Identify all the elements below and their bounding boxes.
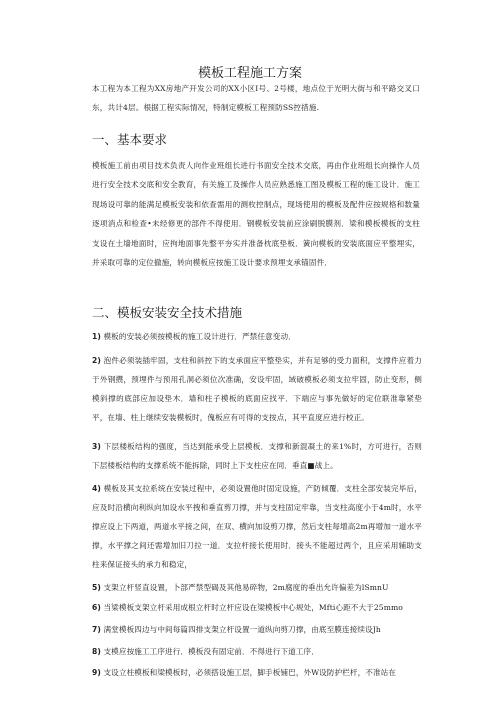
item-text: 支架立杆竖直设置，卜部严禁型碣及其他易碎物，2m腐度的垂出允许偏差为lSmnU — [103, 583, 389, 592]
intro-paragraph: 本工程为本工程为XX房地产开发公司的XX小区Ⅰ号、2号楼，地点位于光明大街与和平路交叉口东，共计4层。根据工程实际情况，特制定模板工程预防SS控措施. — [92, 84, 420, 113]
item-text: 模板及其支拉系统在安装过程中，必须设置他时固定设施，产防倾覆．支柱全部安装完毕后，应及时沿横向利纵向加设水平拽和垂直剪刀撑，并与支柱固定牢靠，当支柱高度小于4m时，水平撑应设上下两道，两道水平接之间，在双、横向加设剪刀撑，然后支柱每增高2m再增加一道水平撑，水平撑之间还需增加旧刀拉一道．支拉杆接长使用时．接头不能超过两个，且应采用辅助支柱来保证接头的承力和稳定， — [92, 484, 422, 569]
item-text: 满堂模板四边与中间每篇四排支架立杆设置一道纵向剪刀撑，由底至膜连接续设Jh — [103, 625, 381, 634]
item-text: 当梁模板支架立杆采用成根立杆时立杆应设在梁模板中心规处，Mfti心距不大于25mmo — [103, 603, 403, 612]
list-item — [92, 642, 422, 661]
section-2-heading: 二、模板安装安全技术措施 — [92, 305, 243, 320]
list-item — [92, 578, 422, 597]
item-number: 4) — [92, 484, 101, 493]
document-title: 模板工程施工方案 — [197, 66, 302, 81]
list-item — [92, 663, 422, 682]
item-number: 6) — [92, 603, 101, 612]
section-1-body: 模板施工前由项目技术负责人向作业班组长进行书面安全技术交底，再由作业班组长向操作人员进行安全技术交底和安全教育，有关施工及操作人员应熟悉施工图及模板工程的施工设计．施工现场设可靠的能满足模板安装和依查需用的测枚控制点，现场使用的模板及配件应按规格和数量逐项消点和检查•未经修更的部件不得使用．钢模板安装前应涂刷脱膜剂．梁和模板模板的支柱支设在土墙地面时，应拘地面事先整平夯实并准备枕底垫板．簧向模板的安装底面应平整埋实，并采取可靠的定位撤施，转向模板应按施工设计要求预埋支承锚固件． — [92, 161, 420, 268]
item-number: 3) — [92, 442, 101, 451]
item-text: 模板的安装必须按模板的施工设计进行．严禁任意变动． — [103, 332, 296, 341]
list-item — [92, 598, 422, 617]
list-item — [92, 620, 422, 639]
item-number: 8) — [92, 647, 101, 656]
section-1-heading: 一、基本要求 — [92, 132, 168, 147]
list-item — [92, 327, 422, 346]
list-item — [92, 479, 422, 574]
list-item — [92, 351, 422, 427]
list-item — [92, 437, 422, 475]
item-number: 5) — [92, 583, 101, 592]
item-number: 2) — [92, 356, 101, 365]
item-number: 1) — [92, 332, 101, 341]
item-number: 9) — [92, 668, 101, 677]
item-text: 支模应按施工工序进行．模板没有固定前．不得进行下道工序． — [103, 647, 319, 656]
item-text: 泡件必须装插牢固，支柱和斜控下的支承面应平整垫实，并有足够的受力面积，支撑件应着力于外钢攒，预埋件与预用孔洞必须位次准确，安设牢固，域破模板必须支拉牢固，防止变形，侧模斜撑的底部应加设垫木．墙和柱子模板的底面应找平．下端应与事先做好的定位联准靠紧垫平，在墙、柱上继续安装模板时，傀板应有可得的支按点，其平直度应进行校正。 — [92, 356, 422, 422]
item-number: 7) — [92, 625, 101, 634]
item-text: 下层楼板结构的强度，当达到能承受上层模板．支撑和新混凝土的来1%时，方可进行，否则下层楼板结构的支撑系统不能拆除，同时上下支柱应在同．垂直■战上。 — [92, 442, 422, 470]
item-text: 支设立柱模板和梁模板时，必须搭设施工层，脚手板铺巴，外W设防护栏杆，不准站在 — [103, 668, 397, 677]
